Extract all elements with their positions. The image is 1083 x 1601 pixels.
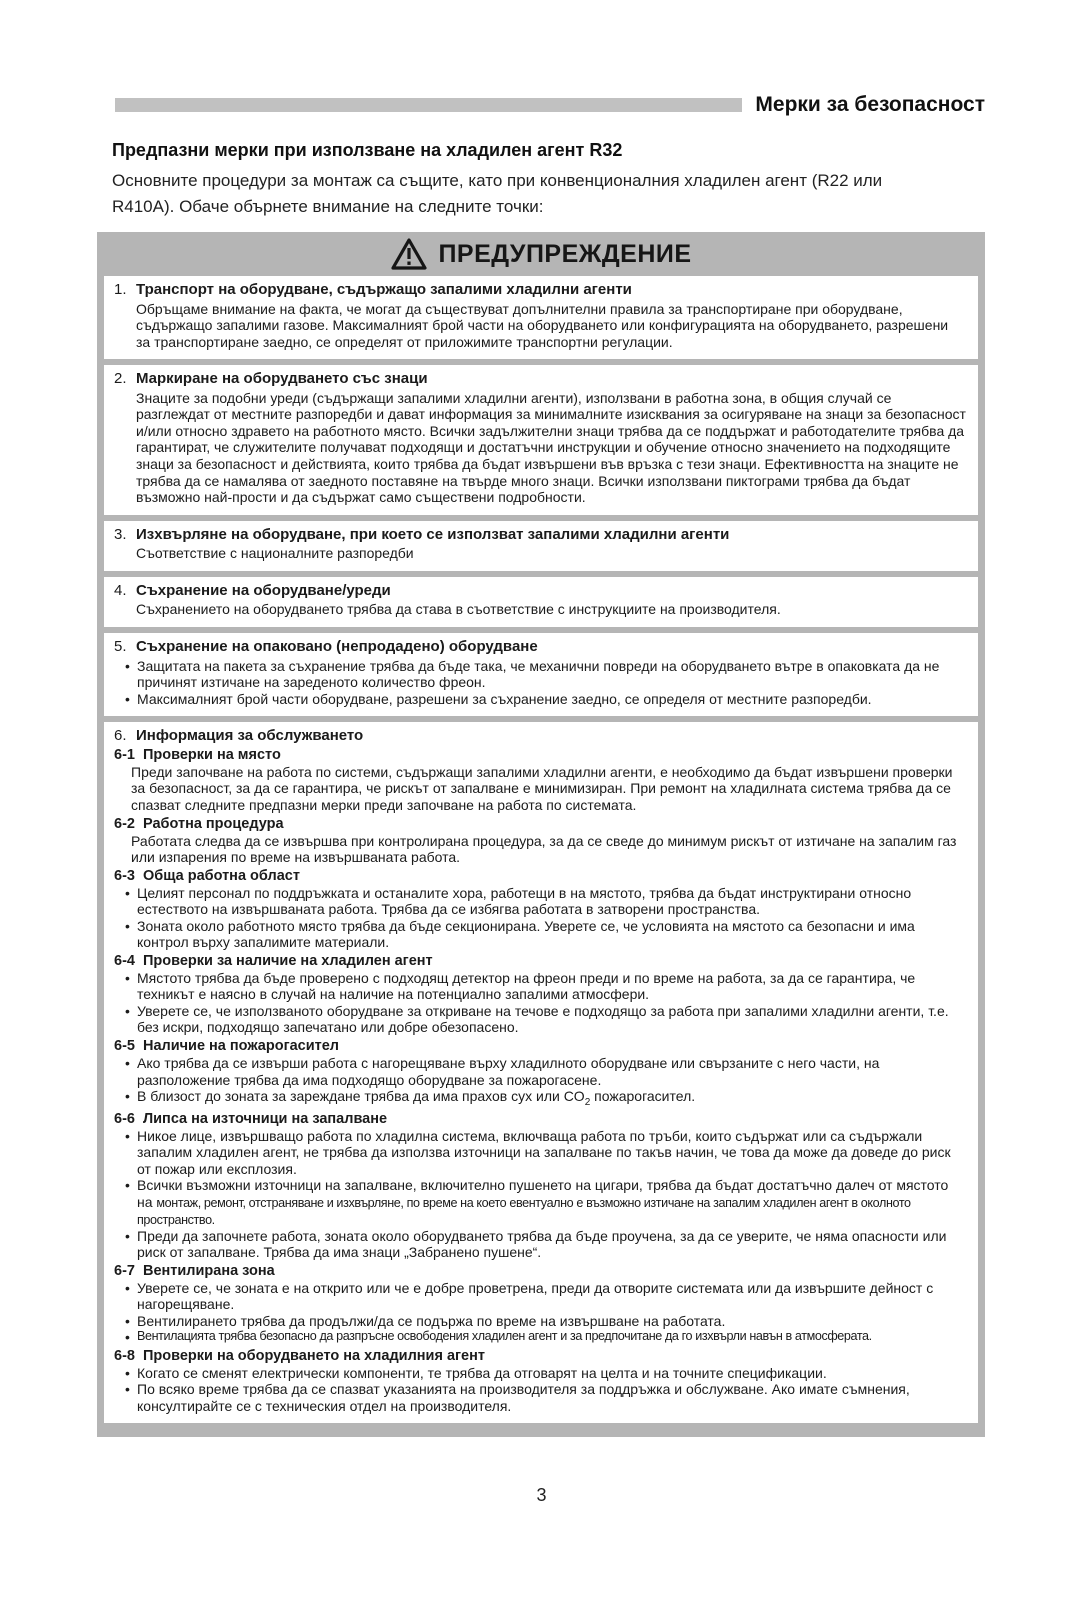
subsection-number: 6-4 [114, 952, 135, 969]
subsection-number: 6-1 [114, 746, 135, 763]
bullet-text: Вентилирането трябва да продължи/да се подържа по време на извършване на работата. [137, 1312, 726, 1329]
section-title: Съхранение на оборудване/уреди [136, 581, 391, 599]
bullet-icon: • [125, 1329, 130, 1346]
intro-paragraph: Основните процедури за монтаж са същите, като при конвенционалния хладилен агент (R22 или R410A). Обаче обърнете внимание на следните точки: [112, 171, 883, 216]
warning-title: ПРЕДУПРЕЖДЕНИЕ [438, 239, 692, 268]
section-title: Съхранение на опаковано (непродадено) оборудване [136, 637, 538, 655]
bullet-list [114, 658, 966, 708]
list-item [125, 658, 966, 691]
section-title: Маркиране на оборудването със знаци [136, 370, 428, 388]
bullet-text: Мястото трябва да бъде проверено с подходящ детектор на фреон преди и по време на работа, за да се гарантира, че техникът е наясно в случай на наличие на потенциално запалими атмосфери. [137, 969, 916, 1003]
section-body: Съответствие с националните разпоредби [136, 545, 414, 562]
subsection-heading-6-3 [114, 868, 966, 885]
page-header-title: Мерки за безопасност [755, 93, 985, 116]
bullet-text: Ако трябва да се извърши работа с нагорещяване върху хладилното оборудване или свързаните с него части, на разположение трябва да има подходящо оборудване за пожарогасене. [137, 1055, 880, 1088]
bullet-icon: • [125, 917, 130, 934]
list-item [125, 1003, 966, 1036]
subsection-title: Работна процедура [142, 815, 284, 832]
list-item [125, 885, 966, 918]
subsection-heading-6-7 [114, 1263, 966, 1280]
subsection-title: Наличие на пожарогасител [142, 1038, 340, 1054]
section-title: Изхвърляне на оборудване, при което се използват запалими хладилни агенти [136, 525, 730, 543]
list-item [125, 1128, 966, 1178]
subsection-heading-6-1 [114, 747, 966, 764]
list-item [125, 1088, 966, 1109]
list-item [125, 1313, 966, 1330]
section-heading [114, 582, 966, 600]
section-heading [114, 526, 966, 544]
section-title: Транспорт на оборудване, съдържащо запалими хладилни агенти [136, 281, 632, 298]
subsection-number: 6-3 [114, 867, 135, 884]
list-item [125, 918, 966, 951]
warning-section-storage-packed [104, 633, 978, 716]
page-header [115, 93, 985, 117]
subsection-number: 6-2 [114, 815, 135, 832]
co2-subscript: 2 [584, 1096, 591, 1108]
subsection-heading-6-8 [114, 1348, 966, 1365]
subsection-number: 6-6 [114, 1110, 135, 1127]
bullet-icon: • [125, 969, 130, 986]
subsection-title: Проверки на оборудването на хладилния агент [142, 1347, 485, 1364]
list-item [125, 1381, 966, 1414]
bullet-text: Преди да започнете работа, зоната около оборудването трябва да бъде проучена, за да се уверите, че няма опасности или риск от запалване. Трябва да има знаци „Забранено пушене“. [137, 1227, 947, 1261]
page-number: 3 [536, 1485, 547, 1505]
subsection-heading-6-6 [114, 1111, 966, 1128]
bullet-text-condensed-part: монтаж, ремонт, отстраняване и изхвърляне, по време на което евентуално е възможно изтичане на запалим хладилен агент в околното пространство. [137, 1195, 911, 1227]
subsection-number: 6-7 [114, 1262, 135, 1279]
list-item [125, 691, 966, 708]
list-item [125, 1280, 966, 1313]
bullet-icon: • [125, 884, 130, 901]
section-number: 2. [114, 370, 127, 388]
bullet-icon: • [125, 1088, 130, 1105]
bullet-icon: • [125, 1364, 130, 1381]
header-rule-bar [115, 98, 742, 112]
subsection-body: Работата следва да се извършва при контролирана процедура, за да се сведе до минимум рискът от изтичане на запалим газ или изпарения по време на извършваната работа. [131, 832, 957, 866]
subsection-title: Вентилирана зона [142, 1262, 275, 1279]
doc-title: Предпазни мерки при използване на хладилен агент R32 [112, 140, 623, 160]
section-heading [114, 638, 966, 656]
bullet-text: Максималният брой части оборудване, разрешени за съхранение заедно, се определя от местните разпоредби. [137, 690, 872, 707]
subsection-heading-6-4 [114, 953, 966, 970]
bullet-text: Когато се сменят електрически компоненти, те трябва да отговарят на целта и на точните спецификации. [137, 1364, 827, 1381]
list-item [125, 1228, 966, 1261]
subsection-title: Обща работна област [142, 867, 300, 884]
list-item [125, 1055, 966, 1088]
section-number: 4. [114, 581, 127, 599]
subsection-title: Проверки на място [142, 746, 281, 763]
subsection-title: Проверки за наличие на хладилен агент [142, 952, 433, 969]
section-heading [114, 370, 966, 388]
bullet-icon: • [125, 1381, 130, 1398]
bullet-text-normal-part: Всички възможни източници на запалване, включително пушенето на цигари, трябва да бъдат достатъчно далеч от мястото на [137, 1177, 949, 1210]
list-item [125, 1365, 966, 1382]
section-number: 5. [114, 637, 127, 655]
subsection-number: 6-5 [114, 1038, 135, 1054]
bullet-text: По всяко време трябва да се спазват указанията на производителя за поддръжка и обслужване. Ако имате съмнения, консултирайте се с техническия отдел на производителя. [137, 1381, 910, 1414]
bullet-icon: • [125, 1055, 130, 1072]
bullet-icon: • [125, 1279, 130, 1296]
subsection-heading-6-5 [114, 1038, 966, 1055]
bullet-icon: • [125, 1312, 130, 1329]
subsection-heading-6-2 [114, 816, 966, 833]
bullet-text: Уверете се, че използваното оборудване за откриване на течове е подходящо за работа при запалими хладилни агенти, т.е. без искри, подходящо запечатано или добре обезопасено. [137, 1002, 949, 1036]
section-body: Знаците за подобни уреди (съдържащи запалими хладилни агенти), използвани в работна зона, в общия случай се разглеждат от местните разпоредби и дават информация за минималните изисквания за осигуряване на знаци за безопасност и/или относно здравето на работното място. Всички задължителни знаци трябва да се поддържат и работодателите трябва да гарантират, че служителите получават подходящи и достатъчни инструкции и обучение относно значението на подходящите знаци за безопасност и действията, които трябва да бъдат извършени във връзка с тези знаци. Ефективността на знаците не трябва да се намалява от заедното поставяне на твърде много знаци. Всички използвани пиктограми трябва да бъдат възможно най-прости и да съдържат само съществени подробности. [136, 389, 966, 506]
section-number: 1. [114, 281, 127, 298]
document-page [0, 93, 1083, 1505]
bullet-text: Защитата на пакета за съхранение трябва да бъде така, че механични повреди на оборудването вътре в опаковката да не причинят изтичане на зареденото количество фреон. [137, 657, 940, 691]
warning-panel [97, 232, 985, 1437]
warning-section-service-info [104, 722, 978, 1423]
section-body: Съхранението на оборудването трябва да става в съответствие с инструкциите на производителя. [136, 601, 781, 618]
bullet-icon: • [125, 690, 130, 707]
subsection-title: Липса на източници на запалване [142, 1110, 388, 1127]
bullet-text-mixed [137, 1177, 966, 1227]
section-body: Обръщаме внимание на факта, че могат да съществуват допълнителни правила за транспортиране при оборудване, съдържащо запалими газове. Максималният брой части на оборудването или конфигурацията на оборудването, разрешени за транспортиране заедно, се определят от приложимите транспортни регулации. [136, 300, 949, 350]
bullet-icon: • [125, 1227, 130, 1244]
section-heading [114, 281, 966, 299]
list-item [125, 970, 966, 1003]
warning-section-transport [104, 276, 978, 359]
list-item [125, 1329, 966, 1346]
bullet-text-condensed: Вентилацията трябва безопасно да разпръсне освободения хладилен агент и за предпочитане да го изхвърли навън в атмосферата. [137, 1329, 872, 1344]
subsection-body: Преди започване на работа по системи, съдържащи запалими хладилни агенти, е необходимо да бъдат извършени проверки за безопасност, за да се гарантира, че рискът от запалване е минимизиран. При ремонт на хладилната система трябва да се спазват следните предпазни мерки преди започване на работа по системата. [131, 763, 953, 813]
section-heading [114, 727, 966, 745]
co2-text-before: В близост до зоната за зареждане трябва да има прахов сух или CO [137, 1088, 585, 1105]
warning-section-disposal [104, 521, 978, 571]
bullet-text: Уверете се, че зоната е на открито или че е добре проветрена, преди да отворите системата или да извършите дейност с нагорещяване. [137, 1279, 934, 1313]
bullet-icon: • [125, 1002, 130, 1019]
bullet-text: Целият персонал по поддръжката и останалите хора, работещи в на мястото, трябва да бъдат инструктирани относно естеството на извършваната работа. Трябва да се избягва работата в затворени пространства. [137, 884, 912, 918]
warning-triangle-icon [390, 237, 428, 271]
list-item [125, 1177, 966, 1227]
section-number: 3. [114, 525, 127, 543]
section-title: Информация за обслужването [136, 727, 364, 745]
bullet-text: Зоната около работното място трябва да бъде секционирана. Уверете се, че условията на мястото са безопасни и има контрол върху запалимите материали. [137, 917, 915, 951]
section-number: 6. [114, 727, 127, 745]
subsection-number: 6-8 [114, 1347, 135, 1364]
warning-section-marking [104, 365, 978, 514]
bullet-text: Никое лице, извършващо работа по хладилна система, включваща работа по тръби, които съдържат или са съдържали запалим хладилен агент, не трябва да използва източници на запалване по такъв начин, че това да може да доведе до риск от пожар или експлозия. [137, 1127, 951, 1177]
bullet-icon: • [125, 1177, 130, 1194]
warning-header [104, 232, 978, 276]
bullet-icon: • [125, 657, 130, 674]
bullet-icon: • [125, 1127, 130, 1144]
warning-section-storage-equipment [104, 577, 978, 627]
co2-text-after: пожарогасител. [590, 1088, 696, 1105]
bullet-text-co2 [137, 1088, 966, 1109]
